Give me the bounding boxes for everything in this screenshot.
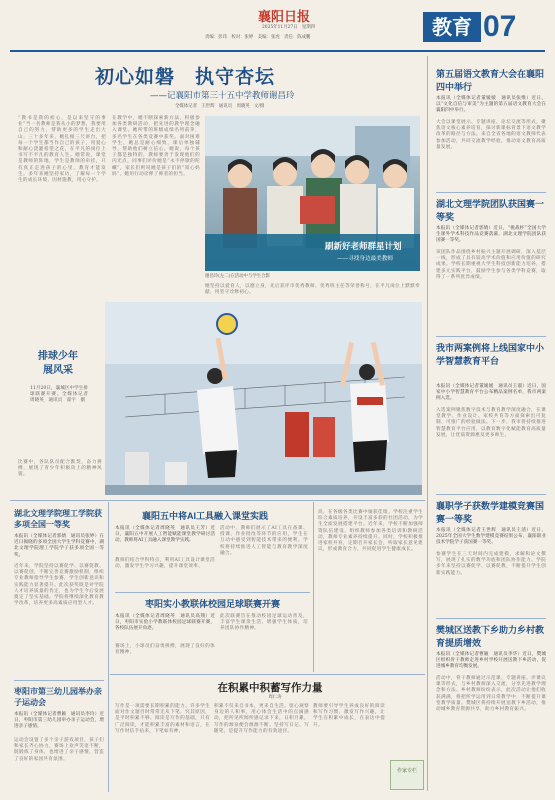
essay-body-3: 教师要引导学生养成良好的阅读和写作习惯，激发写作兴趣，让学生在积累中成长，在表达中提升。 (313, 704, 385, 728)
right-a2-title: 湖北文理学院团队获国赛一等奖 (436, 199, 545, 222)
paper-name: 襄阳日报 (258, 10, 311, 25)
essay-badge-label: 作家专栏 (396, 768, 417, 774)
right-a4-lead: 本报讯（全媒体记者王世辉 通讯员王清）近日，2025年全国大学生数学建模竞赛结果公布，襄阳职业技术学院学子获国赛一等奖。 (436, 528, 546, 546)
main-body-col2: 在教学中，她不断探索新方法，积极参加各类教研活动，把先进的教学理念融入课堂。她所带的班级成绩名列前茅，多名学生在各类竞赛中获奖。面对困难学生，她总是耐心细致，课后单独辅导，帮助他们树立信心。她说，每个孩子都是独特的，教师要善于发现他们的闪光点。同事们评价她是“永不停歇的陀螺”，家长们则说她是孩子们的“知心妈妈”，她用行动诠释了师者的担当。 (112, 116, 200, 177)
bottom-top-rule (10, 500, 425, 501)
photo-caption-main: 刷新好老师群星计划 (325, 242, 402, 252)
main-photo-volleyball (105, 302, 422, 495)
masthead (0, 0, 555, 55)
photo-caption-sub: ——寻找身边最美教师 (337, 256, 393, 262)
essay-title: 在积累中积蓄写作力量 (217, 682, 323, 694)
bottom-c2-lead: 本报讯（全媒体记者周晓英 通讯员高翔）近日，枣阳市实验小学教联体校园足球联赛开赛，各校队伍展开角逐。 (115, 614, 215, 632)
main-photo-group (205, 116, 420, 271)
main-body-col4: 比赛中，各队队员配合默契，奋力拼搏，展现了青少年积极向上的精神风貌。 (18, 460, 102, 478)
bottom-c1-body: 教师们结合学科特点，利用AI工具设计课堂活动，激发学生学习兴趣，提升课堂效率。 (115, 558, 215, 570)
right-a1-lead: 本报讯（全媒体记者董媛媛 通讯员张维）近日，以“文化自信与审美”为主题的第五届语文教育大会在襄阳四中举行。 (436, 96, 546, 114)
bottom-b2-title: 枣阳市第三幼儿园举办亲子运动会 (14, 687, 102, 707)
right-rule-3 (436, 494, 546, 495)
bottom-divider-left (108, 502, 109, 792)
page-number: 07 (483, 10, 517, 43)
right-a3-lead: 本报讯（全媒体记者董媛媛 通讯员王淑）近日，国家中小学智慧教育平台公布精品案例名单，我市两案例入选。 (436, 384, 546, 402)
right-a5-lead: 本报讯（全媒体记者曹颖 通讯员李华）近日，樊城区组织骨干教师走进乡村学校开展送教下乡活动，促进城乡教育均衡发展。 (436, 652, 546, 670)
volleyball-title (18, 350, 98, 378)
date-line: 2025年11月27日 星期四 (262, 25, 316, 30)
right-a1-title: 第五届语文教育大会在襄阳四中举行 (436, 69, 545, 92)
essay-body-1: 写作是一项需要长期积累的能力。许多学生面对作文题目时常常无从下笔，究其原因，是平时积累不够。阅读是写作的基础，只有广泛阅读，才能积累丰富的素材和语言，在写作时信手拈来，下笔如有神。 (115, 704, 210, 734)
right-rule-1 (436, 192, 546, 193)
bottom-rule-left (14, 680, 104, 681)
bottom-divider-mid (313, 502, 314, 672)
bottom-b2-lead: 本报讯（全媒体记者曹颖 通讯员李玲）近日，枣阳市第三幼儿园举办亲子运动会，增进亲子感情。 (14, 712, 104, 730)
main-body-col1: “教书是我的初心，是以来坚守的事业”当一名教师是我从小的梦想，我要用自己的努力，帮助更多的学生走出大山。三十多年来，她扎根三尺讲台，把每一个学生都当作自己的孩子，用爱心和耐心浇灌希望之花，在平凡的岗位上书写不平凡的教育人生。她常说，课堂是教师的阵地，学生是教师的牵挂，只有真正走进孩子的心里，教育才能发生。多年来她坚持家访，了解每一个学生的成长环境，因材施教，用心守护。 (18, 116, 106, 184)
essay-author: 周仁涛 (268, 695, 282, 700)
photo1-note: 谢昌玲(左二)在活动中与学生合影 (205, 274, 270, 279)
right-a4-body: 参赛学生在三天时间内完成建模、求解和论文撰写，展现了扎实的数学功底和团队协作能力。学院多年来坚持以赛促学、以赛促教，不断提升学生创新实践能力。 (436, 552, 546, 576)
bottom-b1-body: 近年来，学院坚持以赛促学、以赛促教、以赛促创，不断完善竞赛激励机制，组织专业教师指导学生参赛，学生创新意识和实践能力显著提升。此次获奖既是对学院人才培养质量的肯定，也为学生今后发展奠定了坚实基础。学院将继续深化教育教学改革，培养更多高素质应用型人才。 (14, 564, 104, 607)
bottom-c2-title: 枣阳实小教联体校园足球联赛开赛 (144, 599, 280, 609)
bottom-c2-body: 赛场上，小球员们奋勇拼搏，展现了良好的体育精神。 (115, 644, 215, 656)
right-a3-title: 我市两案例将上线国家中小学智慧教育平台 (436, 343, 545, 366)
bottom-d-body: 高，在各级各类比赛中屡获佳绩。学校注重学生综合素质培养，开设丰富多彩的社团活动，为学生全面发展搭建平台。近年来，学校不断加强师资队伍建设，组织教师参加各类培训和教研活动，教师专业素养持续提升。同时，学校积极推进家校共育，定期召开家长会，听取家长意见建议，形成教育合力，共同促进学生健康成长。 (318, 510, 423, 553)
main-body-col3: 她坚持以爱育人，以德立身，先后获评市优秀教师、优秀班主任等荣誉称号，在平凡岗位上默默奉献，用坚守诠释初心。 (205, 284, 420, 296)
masthead-rule (10, 50, 545, 52)
right-a1-body: 大会以课堂展示、专题讲座、论坛交流等形式，聚焦语文核心素养培育，探讨新课标背景下语文教学改革的路径与方法。来自全省各地的语文教师代表参加活动，共同交流教学经验，推动语文教育高质量发展。 (436, 120, 546, 150)
bottom-b2-body: 运动会设置了多个亲子游戏项目，孩子们和家长齐心协力，赛场上欢声笑语不断，既锻炼了身体，也增进了亲子感情，营造了良好的家园共育氛围。 (14, 738, 104, 762)
volleyball-title-line1: 排球少年 (38, 351, 78, 362)
main-byline: 全媒体记者 王世辉 通讯员 周晓英 文/摄 (175, 104, 265, 109)
bottom-c1-lead: 本报讯（全媒体记者周晓英 通讯员王芳）近日，襄阳五中开展人工智能赋能课堂教学研讨活动，教师将AI工具融入课堂教学实践。 (115, 526, 215, 544)
right-a5-title: 樊城区送教下乡助力乡村教育提质增效 (436, 625, 545, 648)
bottom-c1-title: 襄阳五中将AI工具融入课堂实践 (141, 511, 268, 521)
right-a3-body: 入选案例聚焦数字技术与教育教学深度融合，在课堂教学、作业设计、家校共育等方面探索出可复制、可推广的经验做法。下一步，我市将持续推进智慧教育平台应用，以教育数字化赋能教育高质量发展，让优质资源惠及更多师生。 (436, 408, 546, 438)
essay-body-2: 积累不仅来自书本，更来自生活。留心观察身边的人和事，用心体会生活中的点滴感动，把所见所闻所感记录下来，日积月累，写作的源泉便会源源不断。坚持写日记、写随笔，是提升写作能力的有效途径。 (214, 704, 309, 734)
section-badge (423, 10, 541, 46)
right-a2-body: 该团队作品围绕乡村振兴主题开展调研，深入基层一线，形成了具有较高学术价值和应用价值的研究成果。学校长期重视大学生科技创新能力培养，搭建多元实践平台，鼓励学生参与各类学科竞赛，取得了一系列优异成绩。 (436, 250, 546, 280)
right-a4-title: 襄职学子获数学建模竞赛国赛一等奖 (436, 501, 545, 524)
section-name: 教育 (423, 12, 481, 42)
essay-top-rule (110, 674, 425, 675)
right-a5-body: 活动中，骨干教师通过示范课、专题讲座、评课议课等形式，与乡村教师深入交流，分享先进教学理念和方法。乡村教师纷纷表示，此次活动让他们收获满满，将把所学运用到日常教学中，不断提升课堂教学质量。樊城区将持续开展送教下乡活动，推动城乡教育资源共享，助力乡村教育振兴。 (436, 676, 546, 713)
volleyball-title-line2: 展风采 (43, 365, 73, 376)
bottom-b1-title: 湖北文理学院理工学院获多项全国一等奖 (14, 509, 102, 529)
bottom-b1-lead: 本报讯（全媒体记者郭婧 通讯员张婷）在近日揭晓的多项全国大学生学科竞赛中，湖北文理学院理工学院学子获多项全国一等奖。 (14, 534, 104, 558)
bottom-rule-mid (115, 592, 310, 593)
main-subtitle: ——记襄阳市第三十五中学教师谢昌玲 (150, 91, 295, 101)
right-rule-2 (436, 336, 546, 337)
bottom-c1-body2: 活动中，教师们展示了AI工具在备课、授课、作业批改等环节的应用，学生在互动中感受到智能技术带来的便利。学校将持续推进人工智能与教育教学深度融合。 (220, 526, 308, 556)
bottom-c2-body2: 此次联赛旨在推动校园足球运动普及，丰富学生课余生活，增强学生体质，培养团队协作精神。 (220, 614, 308, 632)
right-a2-lead: 本报讯（全媒体记者郭婧）近日，“挑战杯”全国大学生课外学术科技作品竞赛落幕，湖北文理学院团队获国赛一等奖。 (436, 226, 546, 244)
editor-line: 责编：彭玮 校对：张婷 美编：张虎 责任：陈成鹏 (205, 35, 311, 40)
main-title: 初心如磐 执守杏坛 (95, 66, 276, 88)
essay-badge (390, 760, 424, 790)
column-divider (427, 56, 428, 791)
volleyball-caption: 11月20日，襄城区中学生排球联赛开赛。全媒体记者 周晓英 通讯员 翟宇 摄 (30, 386, 93, 404)
right-rule-4 (436, 618, 546, 619)
